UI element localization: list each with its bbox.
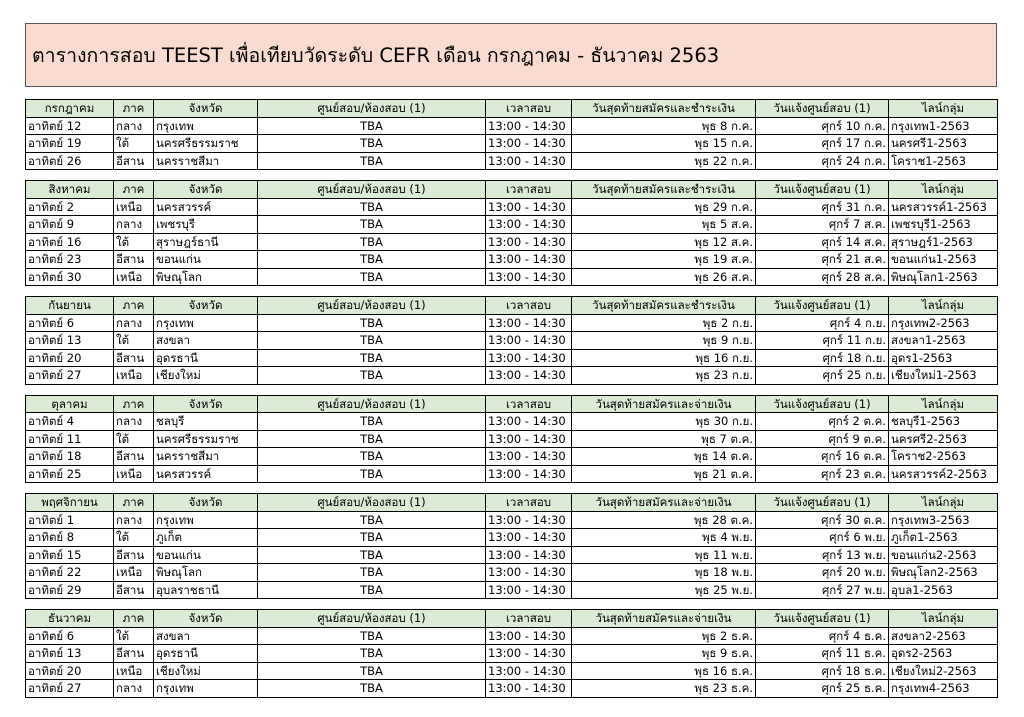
exam-center-cell: TBA	[258, 251, 486, 269]
exam-center-cell: TBA	[258, 198, 486, 216]
announce-header: วันแจ้งศูนย์สอบ (1)	[756, 610, 889, 628]
announce-date-cell: ศุกร์ 4 ธ.ค.	[756, 627, 889, 645]
announce-date-cell: ศุกร์ 25 ธ.ค.	[756, 680, 889, 698]
province-cell: นครสวรรค์	[154, 198, 258, 216]
table-header-row	[26, 100, 998, 118]
exam-date-cell: อาทิตย์ 6	[26, 627, 114, 645]
exam-center-cell: TBA	[258, 680, 486, 698]
month-header: ตุลาคม	[26, 395, 114, 413]
exam-date-cell: อาทิตย์ 13	[26, 332, 114, 350]
line-group-cell: ขอนแก่น2-2563	[889, 546, 998, 564]
line-header: ไลน์กลุ่ม	[889, 610, 998, 628]
exam-center-cell: TBA	[258, 448, 486, 466]
table-header-row	[26, 494, 998, 512]
deadline-cell: พุธ 5 ส.ค.	[572, 216, 756, 234]
month-table	[25, 99, 998, 170]
region-header: ภาค	[114, 494, 154, 512]
line-group-cell: กรุงเทพ1-2563	[889, 117, 998, 135]
province-cell: เชียงใหม่	[154, 662, 258, 680]
announce-header: วันแจ้งศูนย์สอบ (1)	[756, 100, 889, 118]
exam-center-cell: TBA	[258, 367, 486, 385]
center-header: ศูนย์สอบ/ห้องสอบ (1)	[258, 610, 486, 628]
line-header: ไลน์กลุ่ม	[889, 395, 998, 413]
table-row	[26, 216, 998, 234]
month-table	[25, 180, 998, 286]
exam-date-cell: อาทิตย์ 30	[26, 268, 114, 286]
table-row	[26, 198, 998, 216]
exam-time-cell: 13:00 - 14:30	[486, 627, 572, 645]
deadline-header: วันสุดท้ายสมัครและชำระเงิน	[572, 181, 756, 199]
exam-time-cell: 13:00 - 14:30	[486, 430, 572, 448]
region-cell: เหนือ	[114, 198, 154, 216]
table-row	[26, 332, 998, 350]
table-row	[26, 448, 998, 466]
exam-time-cell: 13:00 - 14:30	[486, 117, 572, 135]
announce-header: วันแจ้งศูนย์สอบ (1)	[756, 395, 889, 413]
time-header: เวลาสอบ	[486, 494, 572, 512]
table-row	[26, 314, 998, 332]
province-cell: ภูเก็ต	[154, 529, 258, 547]
exam-center-cell: TBA	[258, 135, 486, 153]
exam-center-cell: TBA	[258, 564, 486, 582]
region-cell: กลาง	[114, 680, 154, 698]
province-cell: เพชรบุรี	[154, 216, 258, 234]
exam-date-cell: อาทิตย์ 12	[26, 117, 114, 135]
exam-date-cell: อาทิตย์ 23	[26, 251, 114, 269]
exam-time-cell: 13:00 - 14:30	[486, 251, 572, 269]
exam-date-cell: อาทิตย์ 16	[26, 233, 114, 251]
province-cell: นครสวรรค์	[154, 465, 258, 483]
page-title: ตารางการสอบ TEEST เพื่อเทียบวัดระดับ CEFR เดือน กรกฎาคม - ธันวาคม 2563	[25, 23, 997, 87]
time-header: เวลาสอบ	[486, 181, 572, 199]
exam-time-cell: 13:00 - 14:30	[486, 564, 572, 582]
deadline-cell: พุธ 19 ส.ค.	[572, 251, 756, 269]
exam-center-cell: TBA	[258, 662, 486, 680]
province-cell: กรุงเทพ	[154, 117, 258, 135]
line-group-cell: กรุงเทพ3-2563	[889, 511, 998, 529]
month-header: สิงหาคม	[26, 181, 114, 199]
line-group-cell: อุดร1-2563	[889, 349, 998, 367]
exam-date-cell: อาทิตย์ 27	[26, 367, 114, 385]
deadline-cell: พุธ 11 พ.ย.	[572, 546, 756, 564]
line-header: ไลน์กลุ่ม	[889, 100, 998, 118]
region-cell: ใต้	[114, 233, 154, 251]
center-header: ศูนย์สอบ/ห้องสอบ (1)	[258, 100, 486, 118]
table-row	[26, 465, 998, 483]
table-row	[26, 367, 998, 385]
exam-date-cell: อาทิตย์ 8	[26, 529, 114, 547]
deadline-cell: พุธ 2 ธ.ค.	[572, 627, 756, 645]
exam-time-cell: 13:00 - 14:30	[486, 581, 572, 599]
exam-time-cell: 13:00 - 14:30	[486, 216, 572, 234]
month-header: กันยายน	[26, 297, 114, 315]
table-row	[26, 152, 998, 170]
schedule-sections	[25, 99, 997, 708]
month-table	[25, 609, 998, 698]
deadline-cell: พุธ 18 พ.ย.	[572, 564, 756, 582]
province-cell: อุดรธานี	[154, 645, 258, 663]
exam-center-cell: TBA	[258, 314, 486, 332]
exam-time-cell: 13:00 - 14:30	[486, 135, 572, 153]
region-header: ภาค	[114, 395, 154, 413]
exam-time-cell: 13:00 - 14:30	[486, 662, 572, 680]
announce-date-cell: ศุกร์ 18 ธ.ค.	[756, 662, 889, 680]
table-row	[26, 430, 998, 448]
exam-date-cell: อาทิตย์ 26	[26, 152, 114, 170]
line-group-cell: ชลบุรี1-2563	[889, 413, 998, 431]
line-group-cell: กรุงเทพ4-2563	[889, 680, 998, 698]
region-cell: อีสาน	[114, 581, 154, 599]
exam-date-cell: อาทิตย์ 22	[26, 564, 114, 582]
deadline-cell: พุธ 23 ก.ย.	[572, 367, 756, 385]
exam-date-cell: อาทิตย์ 27	[26, 680, 114, 698]
line-group-cell: นครสวรรค์2-2563	[889, 465, 998, 483]
exam-time-cell: 13:00 - 14:30	[486, 413, 572, 431]
exam-center-cell: TBA	[258, 645, 486, 663]
month-header: ธันวาคม	[26, 610, 114, 628]
province-cell: สงขลา	[154, 332, 258, 350]
announce-header: วันแจ้งศูนย์สอบ (1)	[756, 181, 889, 199]
exam-center-cell: TBA	[258, 430, 486, 448]
announce-date-cell: ศุกร์ 2 ต.ค.	[756, 413, 889, 431]
table-row	[26, 251, 998, 269]
exam-time-cell: 13:00 - 14:30	[486, 152, 572, 170]
region-cell: กลาง	[114, 314, 154, 332]
province-cell: สงขลา	[154, 627, 258, 645]
table-row	[26, 662, 998, 680]
exam-date-cell: อาทิตย์ 1	[26, 511, 114, 529]
announce-date-cell: ศุกร์ 13 พ.ย.	[756, 546, 889, 564]
line-group-cell: พิษณุโลก2-2563	[889, 564, 998, 582]
deadline-cell: พุธ 4 พ.ย.	[572, 529, 756, 547]
exam-date-cell: อาทิตย์ 29	[26, 581, 114, 599]
announce-date-cell: ศุกร์ 11 ก.ย.	[756, 332, 889, 350]
deadline-cell: พุธ 21 ต.ค.	[572, 465, 756, 483]
line-group-cell: ภูเก็ต1-2563	[889, 529, 998, 547]
region-cell: อีสาน	[114, 251, 154, 269]
region-cell: กลาง	[114, 511, 154, 529]
table-row	[26, 511, 998, 529]
exam-time-cell: 13:00 - 14:30	[486, 546, 572, 564]
region-cell: เหนือ	[114, 268, 154, 286]
deadline-header: วันสุดท้ายสมัครและชำระเงิน	[572, 100, 756, 118]
announce-date-cell: ศุกร์ 27 พ.ย.	[756, 581, 889, 599]
line-group-cell: กรุงเทพ2-2563	[889, 314, 998, 332]
line-group-cell: สงขลา2-2563	[889, 627, 998, 645]
month-table	[25, 296, 998, 385]
exam-center-cell: TBA	[258, 529, 486, 547]
exam-center-cell: TBA	[258, 152, 486, 170]
exam-time-cell: 13:00 - 14:30	[486, 511, 572, 529]
line-group-cell: พิษณุโลก1-2563	[889, 268, 998, 286]
announce-date-cell: ศุกร์ 21 ส.ค.	[756, 251, 889, 269]
announce-date-cell: ศุกร์ 14 ส.ค.	[756, 233, 889, 251]
table-row	[26, 135, 998, 153]
line-header: ไลน์กลุ่ม	[889, 181, 998, 199]
deadline-cell: พุธ 22 ก.ค.	[572, 152, 756, 170]
region-header: ภาค	[114, 100, 154, 118]
province-cell: นครศรีธรรมราช	[154, 135, 258, 153]
exam-date-cell: อาทิตย์ 4	[26, 413, 114, 431]
line-group-cell: เพชรบุรี1-2563	[889, 216, 998, 234]
deadline-header: วันสุดท้ายสมัครและจ่ายเงิน	[572, 610, 756, 628]
exam-date-cell: อาทิตย์ 20	[26, 349, 114, 367]
announce-date-cell: ศุกร์ 28 ส.ค.	[756, 268, 889, 286]
region-cell: เหนือ	[114, 662, 154, 680]
province-header: จังหวัด	[154, 610, 258, 628]
province-header: จังหวัด	[154, 100, 258, 118]
line-group-cell: นครสวรรค์1-2563	[889, 198, 998, 216]
deadline-cell: พุธ 28 ต.ค.	[572, 511, 756, 529]
province-header: จังหวัด	[154, 395, 258, 413]
center-header: ศูนย์สอบ/ห้องสอบ (1)	[258, 494, 486, 512]
exam-center-cell: TBA	[258, 413, 486, 431]
region-cell: อีสาน	[114, 448, 154, 466]
region-cell: ใต้	[114, 529, 154, 547]
deadline-cell: พุธ 7 ต.ค.	[572, 430, 756, 448]
deadline-cell: พุธ 8 ก.ค.	[572, 117, 756, 135]
region-header: ภาค	[114, 297, 154, 315]
table-row	[26, 581, 998, 599]
exam-center-cell: TBA	[258, 349, 486, 367]
deadline-header: วันสุดท้ายสมัครและชำระเงิน	[572, 297, 756, 315]
deadline-cell: พุธ 16 ก.ย.	[572, 349, 756, 367]
province-cell: พิษณุโลก	[154, 564, 258, 582]
line-group-cell: อุดร2-2563	[889, 645, 998, 663]
exam-date-cell: อาทิตย์ 19	[26, 135, 114, 153]
region-cell: กลาง	[114, 117, 154, 135]
exam-time-cell: 13:00 - 14:30	[486, 645, 572, 663]
month-header: พฤศจิกายน	[26, 494, 114, 512]
table-row	[26, 268, 998, 286]
province-cell: ขอนแก่น	[154, 546, 258, 564]
region-cell: อีสาน	[114, 645, 154, 663]
province-cell: เชียงใหม่	[154, 367, 258, 385]
deadline-cell: พุธ 9 ก.ย.	[572, 332, 756, 350]
province-cell: กรุงเทพ	[154, 314, 258, 332]
table-row	[26, 680, 998, 698]
province-cell: นครศรีธรรมราช	[154, 430, 258, 448]
deadline-cell: พุธ 16 ธ.ค.	[572, 662, 756, 680]
line-header: ไลน์กลุ่ม	[889, 494, 998, 512]
announce-date-cell: ศุกร์ 10 ก.ค.	[756, 117, 889, 135]
exam-time-cell: 13:00 - 14:30	[486, 465, 572, 483]
province-cell: อุบลราชธานี	[154, 581, 258, 599]
announce-date-cell: ศุกร์ 7 ส.ค.	[756, 216, 889, 234]
region-cell: ใต้	[114, 332, 154, 350]
announce-date-cell: ศุกร์ 11 ธ.ค.	[756, 645, 889, 663]
announce-date-cell: ศุกร์ 16 ต.ค.	[756, 448, 889, 466]
line-group-cell: นครศรี2-2563	[889, 430, 998, 448]
deadline-cell: พุธ 15 ก.ค.	[572, 135, 756, 153]
line-header: ไลน์กลุ่ม	[889, 297, 998, 315]
table-row	[26, 349, 998, 367]
exam-time-cell: 13:00 - 14:30	[486, 367, 572, 385]
deadline-cell: พุธ 26 ส.ค.	[572, 268, 756, 286]
center-header: ศูนย์สอบ/ห้องสอบ (1)	[258, 297, 486, 315]
line-group-cell: สงขลา1-2563	[889, 332, 998, 350]
exam-center-cell: TBA	[258, 216, 486, 234]
province-cell: สุราษฎร์ธานี	[154, 233, 258, 251]
line-group-cell: โคราช1-2563	[889, 152, 998, 170]
deadline-header: วันสุดท้ายสมัครและจ่ายเงิน	[572, 494, 756, 512]
table-header-row	[26, 297, 998, 315]
line-group-cell: เชียงใหม่1-2563	[889, 367, 998, 385]
province-cell: กรุงเทพ	[154, 680, 258, 698]
deadline-cell: พุธ 25 พ.ย.	[572, 581, 756, 599]
exam-time-cell: 13:00 - 14:30	[486, 332, 572, 350]
month-table	[25, 493, 998, 599]
month-table	[25, 395, 998, 484]
announce-date-cell: ศุกร์ 17 ก.ค.	[756, 135, 889, 153]
deadline-cell: พุธ 9 ธ.ค.	[572, 645, 756, 663]
deadline-cell: พุธ 2 ก.ย.	[572, 314, 756, 332]
deadline-cell: พุธ 29 ก.ค.	[572, 198, 756, 216]
province-cell: พิษณุโลก	[154, 268, 258, 286]
announce-date-cell: ศุกร์ 18 ก.ย.	[756, 349, 889, 367]
exam-date-cell: อาทิตย์ 25	[26, 465, 114, 483]
exam-center-cell: TBA	[258, 511, 486, 529]
province-cell: อุดรธานี	[154, 349, 258, 367]
region-cell: ใต้	[114, 430, 154, 448]
table-row	[26, 233, 998, 251]
line-group-cell: สุราษฎร์1-2563	[889, 233, 998, 251]
exam-center-cell: TBA	[258, 465, 486, 483]
time-header: เวลาสอบ	[486, 100, 572, 118]
exam-date-cell: อาทิตย์ 20	[26, 662, 114, 680]
table-header-row	[26, 181, 998, 199]
table-row	[26, 645, 998, 663]
exam-date-cell: อาทิตย์ 18	[26, 448, 114, 466]
exam-time-cell: 13:00 - 14:30	[486, 529, 572, 547]
exam-center-cell: TBA	[258, 117, 486, 135]
exam-center-cell: TBA	[258, 268, 486, 286]
deadline-cell: พุธ 30 ก.ย.	[572, 413, 756, 431]
line-group-cell: ขอนแก่น1-2563	[889, 251, 998, 269]
exam-time-cell: 13:00 - 14:30	[486, 349, 572, 367]
line-group-cell: นครศรี1-2563	[889, 135, 998, 153]
announce-date-cell: ศุกร์ 23 ต.ค.	[756, 465, 889, 483]
exam-time-cell: 13:00 - 14:30	[486, 448, 572, 466]
announce-date-cell: ศุกร์ 20 พ.ย.	[756, 564, 889, 582]
deadline-cell: พุธ 12 ส.ค.	[572, 233, 756, 251]
province-cell: นครราชสีมา	[154, 152, 258, 170]
center-header: ศูนย์สอบ/ห้องสอบ (1)	[258, 181, 486, 199]
exam-center-cell: TBA	[258, 627, 486, 645]
province-cell: กรุงเทพ	[154, 511, 258, 529]
time-header: เวลาสอบ	[486, 610, 572, 628]
exam-date-cell: อาทิตย์ 6	[26, 314, 114, 332]
exam-date-cell: อาทิตย์ 2	[26, 198, 114, 216]
region-cell: อีสาน	[114, 546, 154, 564]
province-header: จังหวัด	[154, 297, 258, 315]
table-header-row	[26, 610, 998, 628]
center-header: ศูนย์สอบ/ห้องสอบ (1)	[258, 395, 486, 413]
region-cell: เหนือ	[114, 465, 154, 483]
province-cell: ชลบุรี	[154, 413, 258, 431]
table-row	[26, 627, 998, 645]
announce-date-cell: ศุกร์ 30 ต.ค.	[756, 511, 889, 529]
region-header: ภาค	[114, 610, 154, 628]
province-cell: ขอนแก่น	[154, 251, 258, 269]
announce-date-cell: ศุกร์ 6 พ.ย.	[756, 529, 889, 547]
announce-header: วันแจ้งศูนย์สอบ (1)	[756, 297, 889, 315]
table-row	[26, 529, 998, 547]
exam-center-cell: TBA	[258, 546, 486, 564]
region-header: ภาค	[114, 181, 154, 199]
announce-date-cell: ศุกร์ 4 ก.ย.	[756, 314, 889, 332]
table-header-row	[26, 395, 998, 413]
line-group-cell: อุบล1-2563	[889, 581, 998, 599]
region-cell: เหนือ	[114, 367, 154, 385]
announce-date-cell: ศุกร์ 24 ก.ค.	[756, 152, 889, 170]
announce-header: วันแจ้งศูนย์สอบ (1)	[756, 494, 889, 512]
deadline-cell: พุธ 23 ธ.ค.	[572, 680, 756, 698]
time-header: เวลาสอบ	[486, 297, 572, 315]
region-cell: อีสาน	[114, 152, 154, 170]
month-header: กรกฎาคม	[26, 100, 114, 118]
exam-time-cell: 13:00 - 14:30	[486, 680, 572, 698]
region-cell: ใต้	[114, 135, 154, 153]
announce-date-cell: ศุกร์ 9 ต.ค.	[756, 430, 889, 448]
province-cell: นครราชสีมา	[154, 448, 258, 466]
exam-time-cell: 13:00 - 14:30	[486, 198, 572, 216]
exam-date-cell: อาทิตย์ 11	[26, 430, 114, 448]
time-header: เวลาสอบ	[486, 395, 572, 413]
deadline-cell: พุธ 14 ต.ค.	[572, 448, 756, 466]
announce-date-cell: ศุกร์ 25 ก.ย.	[756, 367, 889, 385]
deadline-header: วันสุดท้ายสมัครและจ่ายเงิน	[572, 395, 756, 413]
region-cell: เหนือ	[114, 564, 154, 582]
table-row	[26, 117, 998, 135]
region-cell: อีสาน	[114, 349, 154, 367]
exam-center-cell: TBA	[258, 233, 486, 251]
region-cell: กลาง	[114, 216, 154, 234]
exam-time-cell: 13:00 - 14:30	[486, 314, 572, 332]
exam-center-cell: TBA	[258, 332, 486, 350]
exam-time-cell: 13:00 - 14:30	[486, 233, 572, 251]
exam-date-cell: อาทิตย์ 9	[26, 216, 114, 234]
exam-time-cell: 13:00 - 14:30	[486, 268, 572, 286]
exam-date-cell: อาทิตย์ 13	[26, 645, 114, 663]
exam-date-cell: อาทิตย์ 15	[26, 546, 114, 564]
line-group-cell: โคราช2-2563	[889, 448, 998, 466]
table-row	[26, 564, 998, 582]
region-cell: กลาง	[114, 413, 154, 431]
line-group-cell: เชียงใหม่2-2563	[889, 662, 998, 680]
table-row	[26, 413, 998, 431]
table-row	[26, 546, 998, 564]
province-header: จังหวัด	[154, 181, 258, 199]
region-cell: ใต้	[114, 627, 154, 645]
exam-center-cell: TBA	[258, 581, 486, 599]
announce-date-cell: ศุกร์ 31 ก.ค.	[756, 198, 889, 216]
province-header: จังหวัด	[154, 494, 258, 512]
